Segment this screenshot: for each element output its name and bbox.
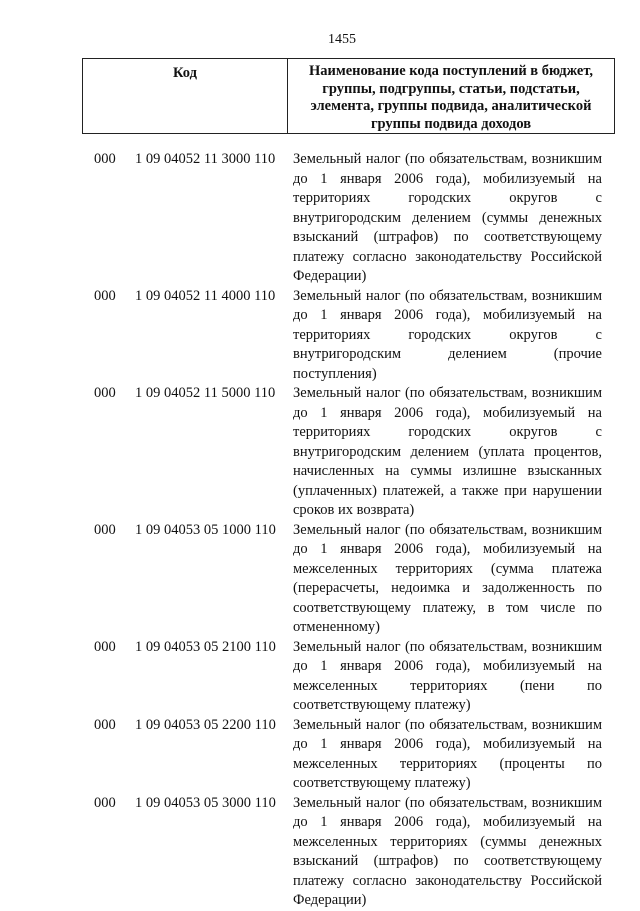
revenue-description: Земельный налог (по обязательствам, возникшим до 1 января 2006 года), мобилизуемый на межселенных территориях (суммы денежных взысканий (штрафов) по соответствующему платежу согласно законодательству Российской Федерации) [293,794,602,908]
revenue-description: Земельный налог (по обязательствам, возникшим до 1 января 2006 года), мобилизуемый на межселенных территориях (пени по соответствующему платежу) [293,638,602,713]
admin-code: 000 [94,287,116,304]
revenue-description: Земельный налог (по обязательствам, возникшим до 1 января 2006 года), мобилизуемый на межселенных территориях (сумма платежа (перерасчеты, недоимка и задолженность по соответствующему платежу, в том числе по отмененному) [293,521,602,635]
revenue-code: 1 09 04052 11 3000 110 [135,151,276,167]
revenue-code: 1 09 04053 05 1000 110 [135,521,276,538]
table-row [0,287,640,385]
table-row [0,384,640,521]
table-row [0,521,640,638]
admin-code: 000 [94,521,116,538]
table-row [0,716,640,794]
page-number: 1455 [328,32,356,47]
table-row [0,638,640,716]
revenue-description: Земельный налог (по обязательствам, возникшим до 1 января 2006 года), мобилизуемый на территориях городских округов с внутригородским делением (уплата процентов, начисленных на суммы излишне взысканных (уплаченных) платежей, а также при нарушении сроков их возврата) [293,385,602,518]
table-row [0,150,640,287]
revenue-code: 1 09 04053 05 3000 110 [135,794,276,811]
admin-code: 000 [94,638,116,655]
admin-code: 000 [94,716,116,733]
revenue-description: Земельный налог (по обязательствам, возникшим до 1 января 2006 года), мобилизуемый на территориях городских округов с внутригородским делением (прочие поступления) [293,287,602,382]
admin-code: 000 [94,151,116,167]
header-code-cell: Код [83,59,288,133]
revenue-code-list [0,150,640,911]
table-row [0,794,640,911]
revenue-code: 1 09 04052 11 4000 110 [135,287,276,304]
header-name-cell: Наименование кода поступлений в бюджет, группы, подгруппы, статьи, подстатьи, элемента, группы подвида, аналитической группы подвида доходов [308,63,594,132]
admin-code: 000 [94,385,116,401]
admin-code: 000 [94,794,116,811]
revenue-code: 1 09 04053 05 2100 110 [135,638,276,655]
revenue-code: 1 09 04053 05 2200 110 [135,716,276,733]
table-header [82,58,615,134]
revenue-code: 1 09 04052 11 5000 110 [135,385,276,401]
revenue-description: Земельный налог (по обязательствам, возникшим до 1 января 2006 года), мобилизуемый на территориях городских округов с внутригородским делением (суммы денежных взысканий (штрафов) по соответствующему платежу согласно законодательству Российской Федерации) [293,151,602,284]
revenue-description: Земельный налог (по обязательствам, возникшим до 1 января 2006 года), мобилизуемый на межселенных территориях (проценты по соответствующему платежу) [293,716,602,791]
